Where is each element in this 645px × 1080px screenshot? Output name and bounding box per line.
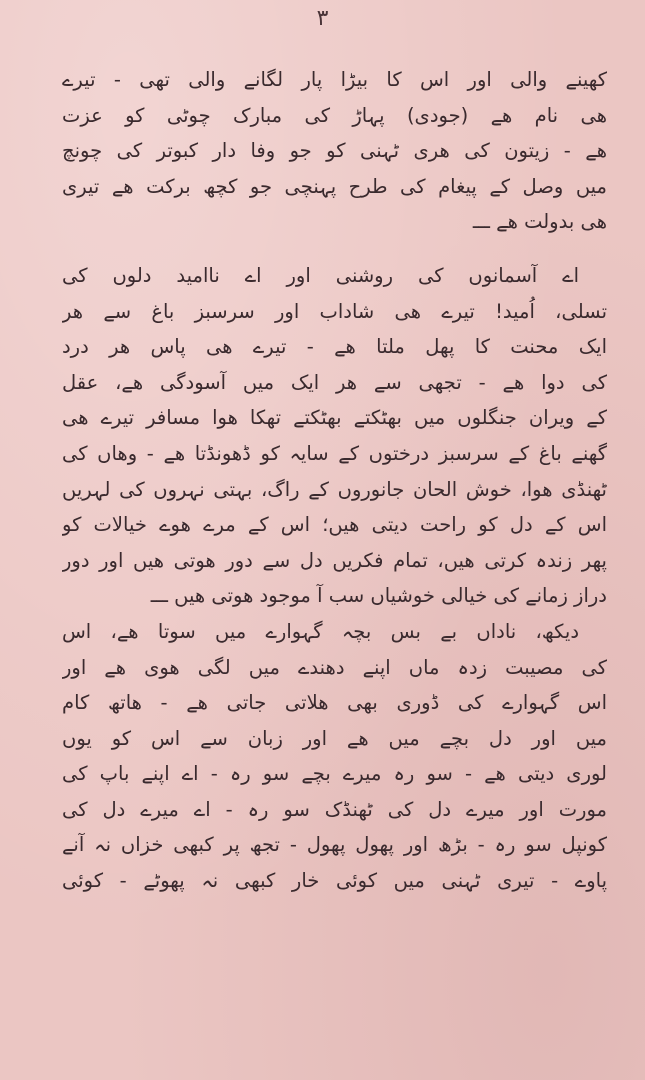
paragraph-1	[62, 62, 607, 240]
text-line: اے آسمانوں کی روشنی اور اے ناامید دلوں کی	[62, 263, 579, 287]
text-line: ٹھنڈی ھوا، خوش الحان جانوروں کے راگ، بہتی نہروں کی لہریں	[62, 477, 607, 501]
text-line: دیکھ، ناداں بے بس بچہ گہوارے میں سوتا ھے، اس	[62, 619, 579, 643]
text-line: پھر زندہ کرتی ھیں، تمام فکریں دل سے دور ھوتی ھیں اور دور	[62, 548, 607, 572]
text-line: میں وصل کے پیغام کی طرح پہنچی جو کچھ برکت ھے تیری	[62, 174, 607, 198]
text-line: ھے - زیتون کی ھری ٹہنی کو جو وفا دار کبوتر کی چونچ	[62, 139, 607, 163]
text-line: لوری دیتی ھے - سو رہ میرے بچے سو رہ - اے اپنے باپ کی	[62, 762, 607, 786]
text-line: مورت اور میرے دل کی ٹھنڈک سو رہ - اے میرے دل کی	[62, 797, 607, 821]
text-line: کی دوا ھے - تجھی سے ھر ایک میں آسودگی ھے، عقل	[62, 370, 607, 394]
paragraph-2	[62, 258, 607, 614]
text-line: کونپل سو رہ - بڑھ اور پھول پھول - تجھ پر کبھی خزاں نہ آنے	[62, 833, 607, 857]
text-line: اس گہوارے کی ڈوری بھی ھلاتی جاتی ھے - ھاتھ کام	[62, 691, 607, 715]
text-line: ھی بدولت ھے ـــ	[472, 210, 607, 234]
text-line: دراز زمانے کی خیالی خوشیاں سب آ موجود ھوتی ھیں ـــ	[150, 584, 607, 608]
text-line: کے ویران جنگلوں میں بھٹکتے بھٹکتے تھکا ھوا مسافر تیرے ھی	[62, 406, 607, 430]
text-line: ایک محنت کا پھل ملتا ھے - تیرے ھی پاس ھر درد	[62, 335, 607, 359]
text-line: اس کے دل کو راحت دیتی ھیں؛ اس کے مرے ھوے خیالات کو	[62, 513, 607, 537]
paragraph-gap	[62, 240, 607, 258]
body-text	[62, 62, 607, 899]
page-number: ۳	[316, 6, 329, 31]
text-line: ھی نام ھے (جودی) پہاڑ کی مبارک چوٹی کو عزت	[62, 103, 607, 127]
text-line: میں اور دل بچے میں ھے اور زبان سے اس کو یوں	[62, 726, 607, 750]
text-line: تسلی، اُمید! تیرے ھی شاداب اور سرسبز باغ سے ھر	[62, 299, 607, 323]
text-line: کی مصیبت زدہ ماں اپنے دھندے میں لگی ھوی ھے اور	[62, 655, 607, 679]
text-line: گھنے باغ کے سرسبز درختوں کے سایہ کو ڈھونڈتا ھے - وھاں کی	[62, 441, 607, 465]
text-line: پاوے - تیری ٹہنی میں کوئی خار کبھی نہ پھوٹے - کوئی	[62, 869, 607, 893]
text-line: کھینے والی اور اس کا بیڑا پار لگانے والی تھی - تیرے	[62, 68, 607, 91]
paragraph-3	[62, 614, 607, 899]
